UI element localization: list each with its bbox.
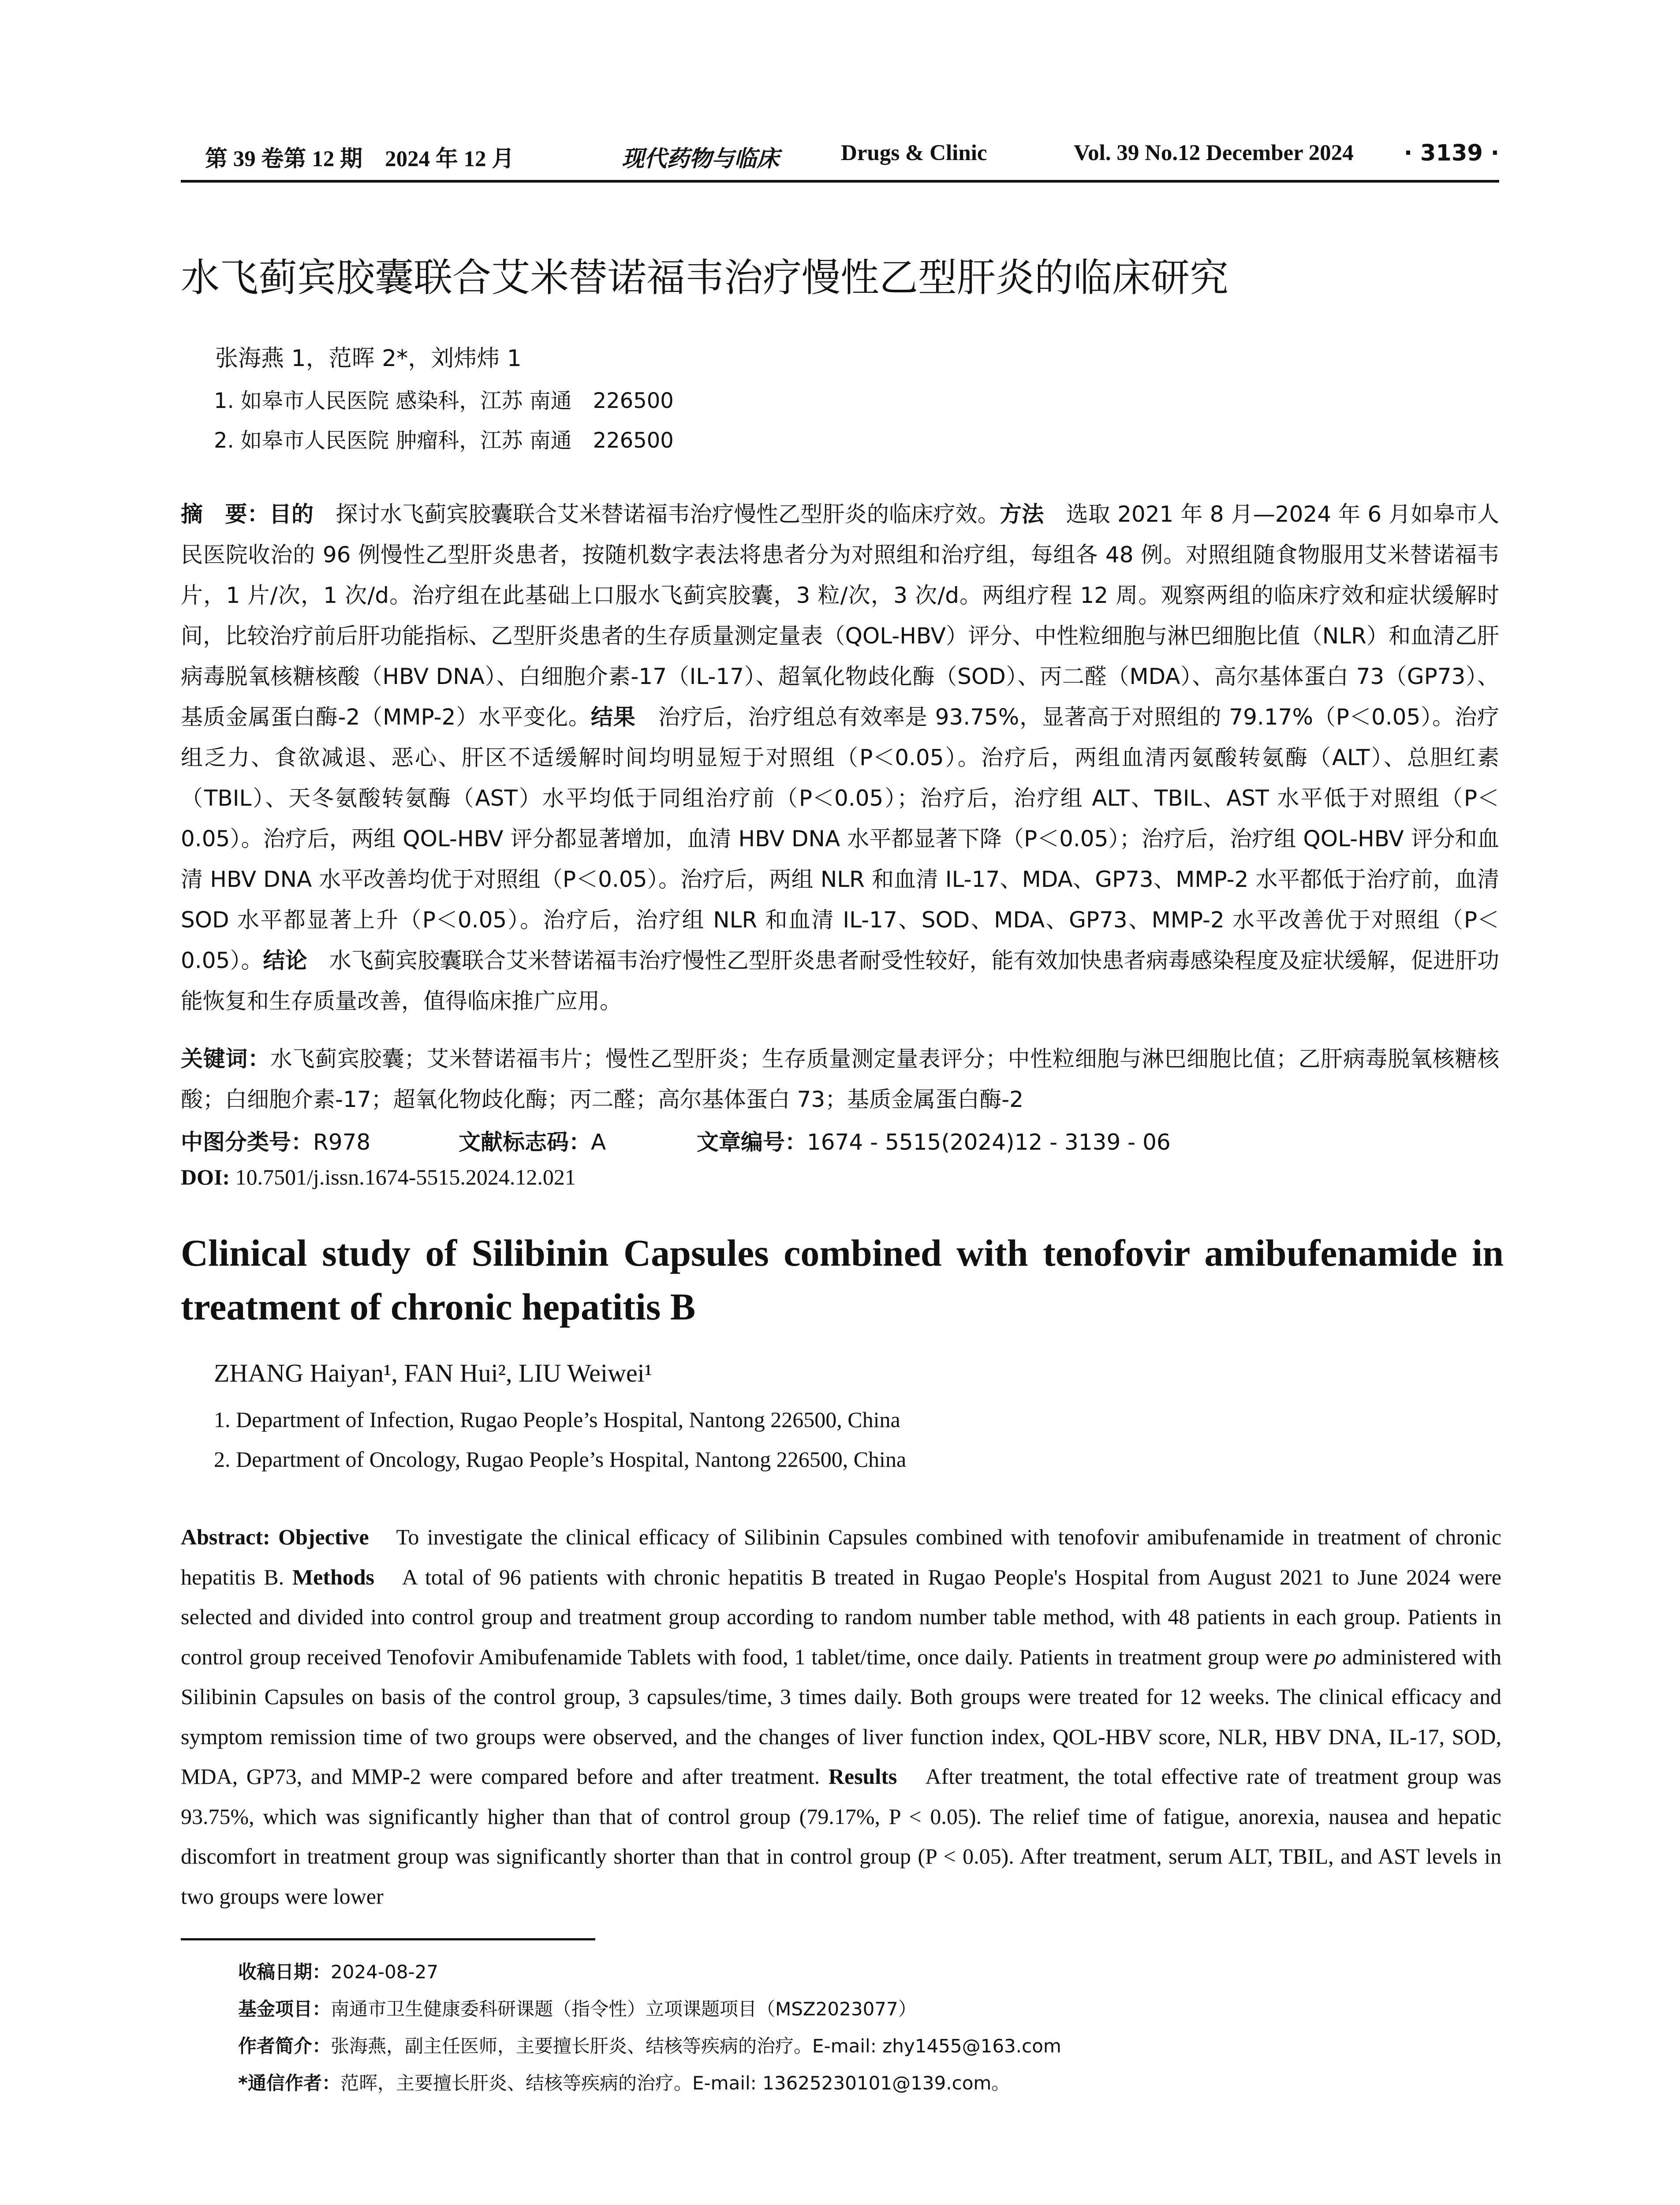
footnote-label: *通信作者： (238, 2072, 340, 2094)
running-head (181, 140, 1499, 183)
authors-cn: 张海燕 1，范晖 2*，刘炜炜 1 (215, 345, 522, 372)
abstract-en-lead: Abstract: Objective (181, 1525, 369, 1549)
methods-label-cn: 方法 (1000, 501, 1044, 527)
affiliation-en-1: 1. Department of Infection, Rugao People’s Hospital, Nantong 226500, China (214, 1407, 900, 1432)
volume-issue-cn: 第 39 卷第 12 期 2024 年 12 月 (205, 147, 515, 172)
footnote-text: 南通市卫生健康委科研课题（指令性）立项课题项目（MSZ2023077） (331, 1998, 917, 2020)
methods-text-en-a: A total of 96 patients with chronic hepatitis B treated in Rugao People's Hospital from August 2021 to June 2024 were selected and divided into control group and treatment group according to random number table method, with 48 patients in each group. Patients in control group received Tenofovir Amibufenamide Tablets with food, 1 tablet/time, once daily. Patients in treatment group were (181, 1564, 1502, 1669)
article-no-item (697, 1125, 1171, 1156)
conclusion-label-cn: 结论 (263, 948, 307, 973)
objective-text-en: To investigate the clinical efficacy of Silibinin Capsules combined with tenofovir amibufenamide in treatment of chronic hepatitis B. (181, 1525, 1501, 1589)
doc-code-item (459, 1125, 606, 1156)
methods-text-en-b: administered with Silibinin Capsules on basis of the control group, 3 capsules/time, 3 times daily. Both groups were treated for 12 weeks. The clinical efficacy and symptom remission time of two groups were observed, and the changes of liver function index, QOL-HBV score, NLR, HBV DNA, IL-17, SOD, MDA, GP73, and MMP-2 were compared before and after treatment. (181, 1644, 1501, 1789)
affiliation-cn-1: 1. 如皋市人民医院 感染科，江苏 南通 226500 (214, 389, 674, 413)
keywords-label: 关键词： (181, 1046, 270, 1072)
footnote-author-bio (238, 2028, 1061, 2065)
footnote-funding (238, 1991, 1061, 2028)
affiliation-cn-2: 2. 如皋市人民医院 肿瘤科，江苏 南通 226500 (214, 428, 674, 453)
methods-po: po (1314, 1644, 1337, 1669)
journal-name-cn: 现代药物与临床 (622, 146, 780, 172)
objective-label-cn: 目的 (269, 501, 314, 527)
abstract-cn-lead: 摘 要： (181, 501, 269, 527)
objective-text-cn: 探讨水飞蓟宾胶囊联合艾米替诺福韦治疗慢性乙型肝炎的临床疗效。 (314, 501, 1000, 527)
footnotes (238, 1954, 1061, 2102)
results-label-cn: 结果 (590, 704, 636, 730)
volume-issue-en: Vol. 39 No.12 December 2024 (1074, 141, 1354, 165)
abstract-cn (181, 494, 1499, 1021)
classification-line (181, 1125, 1171, 1156)
methods-text-cn: 选取 2021 年 8 月—2024 年 6 月如皋市人民医院收治的 96 例慢性乙型肝炎患者，按随机数字表法将患者分为对照组和治疗组，每组各 48 例。对照组随食物服用艾米替诺福韦片，1 片/次，1 次/d。治疗组在此基础上口服水飞蓟宾胶囊，3 粒/次，3 次/d。两组疗程 12 周。观察两组的临床疗效和症状缓解时间，比较治疗前后肝功能指标、乙型肝炎患者的生存质量测定量表（QOL-HBV）评分、中性粒细胞与淋巴细胞比值（NLR）和血清乙肝病毒脱氧核糖核酸（HBV DNA）、白细胞介素-17（IL-17）、超氧化物歧化酶（SOD）、丙二醛（MDA）、高尔基体蛋白 73（GP73）、基质金属蛋白酶-2（MMP-2）水平变化。 (181, 501, 1500, 730)
results-text-cn: 治疗后，治疗组总有效率是 93.75%，显著高于对照组的 79.17%（P＜0.05）。治疗组乏力、食欲减退、恶心、肝区不适缓解时间均明显短于对照组（P＜0.05）。治疗后，两组血清丙氨酸转氨酶（ALT）、总胆红素（TBIL）、天冬氨酸转氨酶（AST）水平均低于同组治疗前（P＜0.05）；治疗后，治疗组 ALT、TBIL、AST 水平低于对照组（P＜0.05）。治疗后，两组 QOL-HBV 评分都显著增加，血清 HBV DNA 水平都显著下降（P＜0.05）；治疗后，治疗组 QOL-HBV 评分和血清 HBV DNA 水平改善均优于对照组（P＜0.05）。治疗后，两组 NLR 和血清 IL-17、MDA、GP73、MMP-2 水平都低于治疗前，血清 SOD 水平都显著上升（P＜0.05）。治疗后，治疗组 NLR 和血清 IL-17、SOD、MDA、GP73、MMP-2 水平改善优于对照组（P＜0.05）。 (181, 704, 1499, 973)
methods-label-en: Methods (292, 1564, 375, 1589)
page-number: · 3139 · (1404, 140, 1499, 166)
doc-code-value: A (591, 1129, 606, 1155)
doi-label: DOI: (181, 1165, 230, 1189)
clc-item (181, 1129, 370, 1155)
footnote-text: 2024-08-27 (331, 1961, 439, 1983)
article-no-label: 文章编号： (697, 1129, 807, 1155)
footnote-label: 基金项目： (238, 1998, 331, 2020)
results-text-en: After treatment, the total effective rate of treatment group was 93.75%, which was significantly higher than that of control group (79.17%, P < 0.05). The relief time of fatigue, anorexia, nausea and hepatic discomfort in treatment group was significantly shorter than that in control group (P < 0.05). After treatment, serum ALT, TBIL, and AST levels in two groups were lower (181, 1764, 1501, 1909)
footnote-text: 张海燕，副主任医师，主要擅长肝炎、结核等疾病的治疗。E-mail: zhy1455@163.com (331, 2035, 1061, 2057)
footnote-corresponding (238, 2065, 1061, 2102)
article-title-cn: 水飞蓟宾胶囊联合艾米替诺福韦治疗慢性乙型肝炎的临床研究 (181, 255, 1229, 300)
abstract-en (181, 1517, 1501, 1916)
clc-label: 中图分类号： (181, 1129, 313, 1155)
keywords-cn (181, 1039, 1499, 1120)
clc-value: R978 (313, 1129, 371, 1155)
results-label-en: Results (828, 1764, 897, 1789)
footnote-divider (181, 1938, 595, 1940)
footnote-received (238, 1954, 1061, 1991)
article-no-value: 1674 - 5515(2024)12 - 3139 - 06 (807, 1129, 1171, 1155)
keywords-text: 水飞蓟宾胶囊；艾米替诺福韦片；慢性乙型肝炎；生存质量测定量表评分；中性粒细胞与淋巴细胞比值；乙肝病毒脱氧核糖核酸；白细胞介素-17；超氧化物歧化酶；丙二醛；高尔基体蛋白 73；基质金属蛋白酶-2 (181, 1046, 1500, 1112)
affiliation-en-2: 2. Department of Oncology, Rugao People’s Hospital, Nantong 226500, China (214, 1447, 907, 1472)
footnote-label: 收稿日期： (238, 1961, 331, 1983)
authors-en: ZHANG Haiyan¹, FAN Hui², LIU Weiwei¹ (214, 1359, 653, 1387)
doi-value: 10.7501/j.issn.1674-5515.2024.12.021 (230, 1165, 576, 1189)
doi-line (181, 1164, 576, 1190)
journal-name-en: Drugs & Clinic (841, 141, 987, 165)
doc-code-label: 文献标志码： (459, 1129, 591, 1155)
article-title-en: Clinical study of Silibinin Capsules combined with tenofovir amibufenamide in treatment of chronic hepatitis B (181, 1232, 1504, 1328)
conclusion-text-cn: 水飞蓟宾胶囊联合艾米替诺福韦治疗慢性乙型肝炎患者耐受性较好，能有效加快患者病毒感染程度及症状缓解，促进肝功能恢复和生存质量改善，值得临床推广应用。 (181, 948, 1500, 1014)
footnote-text: 范晖，主要擅长肝炎、结核等疾病的治疗。E-mail: 13625230101@139.com。 (340, 2072, 1010, 2094)
footnote-label: 作者简介： (238, 2035, 331, 2057)
